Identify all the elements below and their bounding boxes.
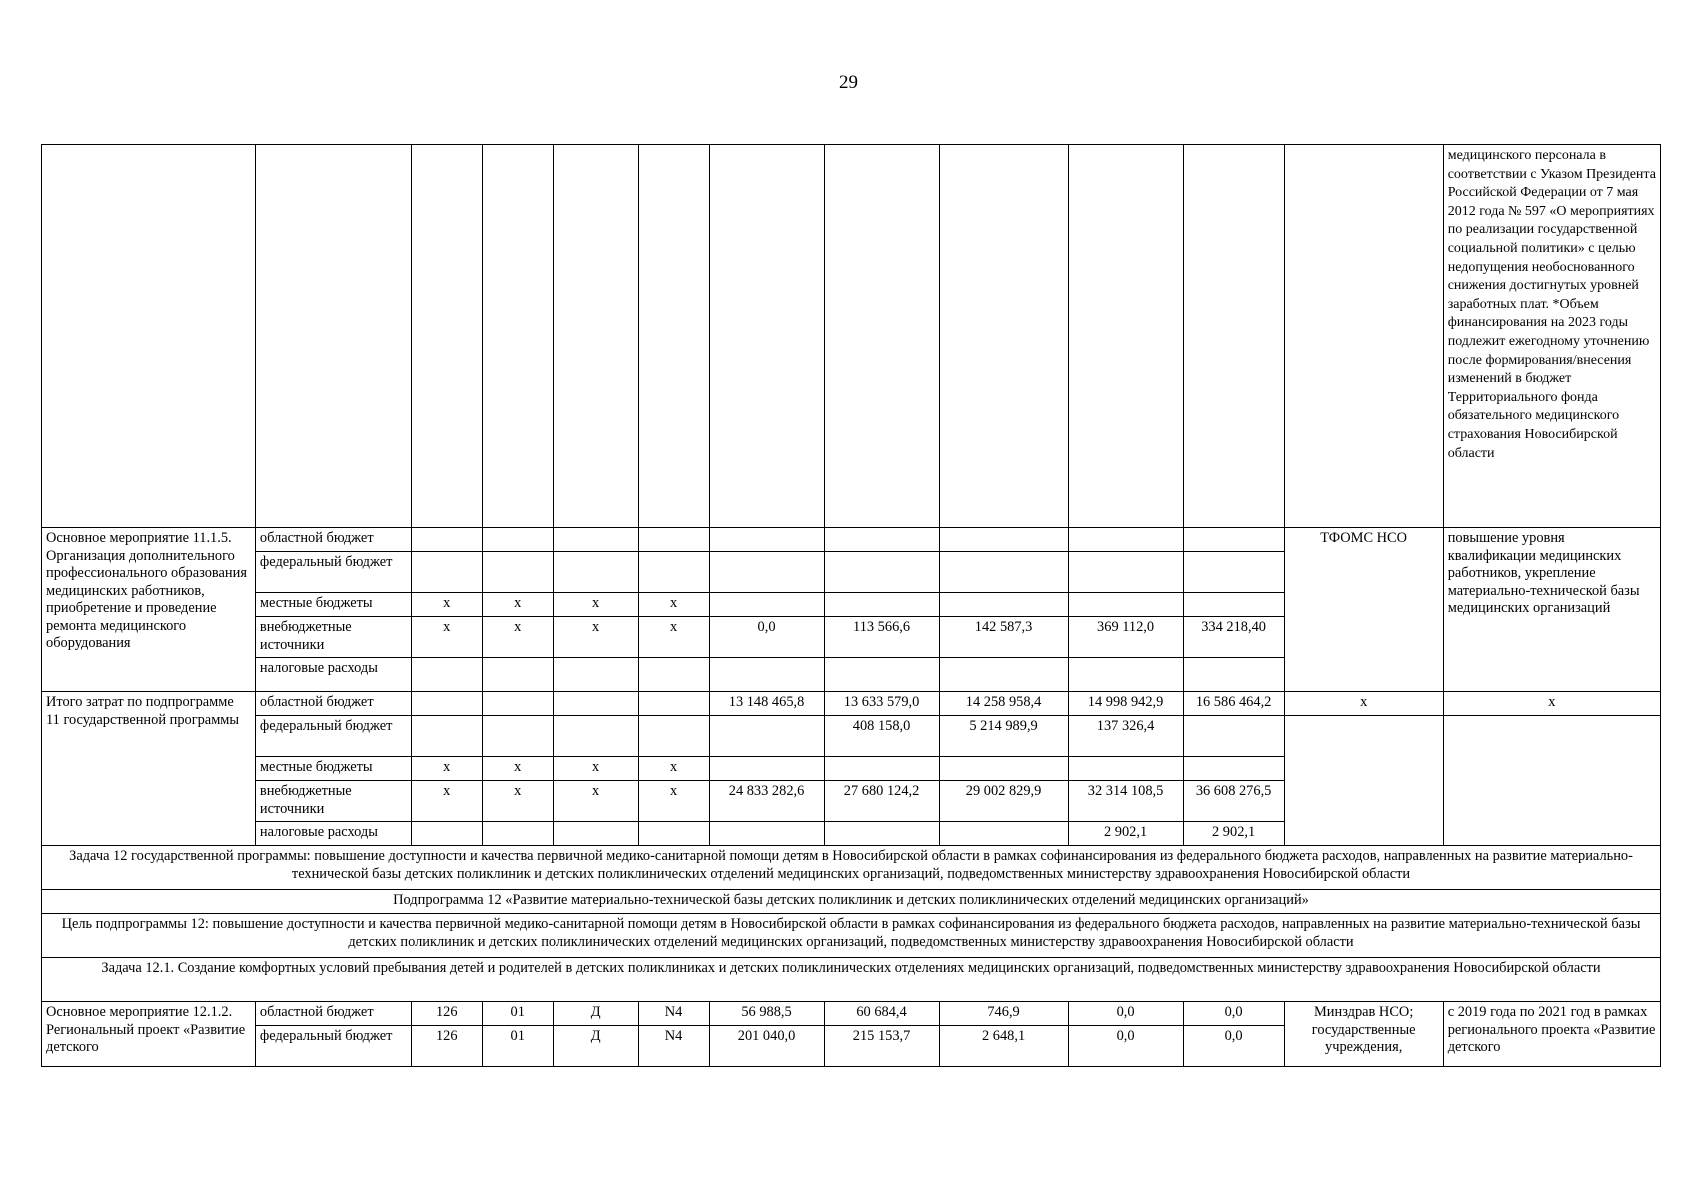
code-cell: Д bbox=[553, 1026, 638, 1067]
code-cell: х bbox=[411, 781, 482, 822]
code-cell: N4 bbox=[638, 1026, 709, 1067]
code-cell: 01 bbox=[482, 1002, 553, 1026]
amount-cell: 32 314 108,5 bbox=[1068, 781, 1183, 822]
table-row bbox=[42, 890, 1661, 914]
task-12-heading: Задача 12 государственной программы: повышение доступности и качества первичной медико-санитарной помощи детям в Новосибирской области в рамках софинансирования из федерального бюджета расходов, направленных на развитие материально-технической базы детских поликлиник и детских поликлинических отделений медицинских организаций, подведомственных министерству здравоохранения Новосибирской области bbox=[42, 846, 1661, 890]
table-row bbox=[42, 528, 1661, 552]
expected-result: с 2019 года по 2021 год в рамках регионального проекта «Развитие детского bbox=[1443, 1002, 1660, 1067]
amount-cell: 16 586 464,2 bbox=[1183, 692, 1284, 716]
amount-cell: 27 680 124,2 bbox=[824, 781, 939, 822]
amount-cell: 13 633 579,0 bbox=[824, 692, 939, 716]
code-cell: х bbox=[482, 781, 553, 822]
expected-result: повышение уровня квалификации медицинских работников, укрепление материально-технической базы медицинских организаций bbox=[1443, 528, 1660, 692]
amount-cell: 215 153,7 bbox=[824, 1026, 939, 1067]
amount-cell: 5 214 989,9 bbox=[939, 716, 1068, 757]
measure-title: Основное мероприятие 12.1.2. Региональный проект «Развитие детского bbox=[42, 1002, 256, 1067]
amount-cell: 60 684,4 bbox=[824, 1002, 939, 1026]
amount-cell: 2 648,1 bbox=[939, 1026, 1068, 1067]
code-cell: х bbox=[411, 617, 482, 658]
executor: Минздрав НСО; государственные учреждения, bbox=[1284, 1002, 1443, 1067]
code-cell: х bbox=[411, 757, 482, 781]
funding-source: местные бюджеты bbox=[255, 757, 411, 781]
result-note: медицинского персонала в соответствии с Указом Президента Российской Федерации от 7 мая 2012 года № 597 «О мероприятиях по реализации государственной социальной политики» с целью недопущения необоснованного снижения достигнутых уровней заработных плат. *Объем финансирования на 2023 годы подлежит ежегодному уточнению после формирования/внесения изменений в бюджет Территориального фонда обязательного медицинского страхования Новосибирской области bbox=[1443, 145, 1660, 528]
funding-source: внебюджетные источники bbox=[255, 781, 411, 822]
amount-cell: 0,0 bbox=[1183, 1026, 1284, 1067]
amount-cell: 0,0 bbox=[1068, 1026, 1183, 1067]
financing-table bbox=[41, 144, 1661, 1067]
code-cell: 126 bbox=[411, 1026, 482, 1067]
amount-cell: 13 148 465,8 bbox=[709, 692, 824, 716]
funding-source: внебюджетные источники bbox=[255, 617, 411, 658]
table-row bbox=[42, 716, 1661, 757]
code-cell: х bbox=[553, 781, 638, 822]
amount-cell: 746,9 bbox=[939, 1002, 1068, 1026]
code-cell: 01 bbox=[482, 1026, 553, 1067]
funding-source: федеральный бюджет bbox=[255, 716, 411, 757]
total-title: Итого затрат по подпрограмме 11 государственной программы bbox=[42, 692, 256, 846]
code-cell: х bbox=[638, 781, 709, 822]
amount-cell: 24 833 282,6 bbox=[709, 781, 824, 822]
amount-cell: 14 258 958,4 bbox=[939, 692, 1068, 716]
code-cell: 126 bbox=[411, 1002, 482, 1026]
page-number: 29 bbox=[839, 72, 858, 93]
amount-cell: 0,0 bbox=[1068, 1002, 1183, 1026]
code-cell: х bbox=[638, 757, 709, 781]
code-cell: х bbox=[553, 593, 638, 617]
funding-source: местные бюджеты bbox=[255, 593, 411, 617]
funding-source: областной бюджет bbox=[255, 692, 411, 716]
table-row bbox=[42, 914, 1661, 958]
table-row bbox=[42, 846, 1661, 890]
measure-title: Основное мероприятие 11.1.5. Организация дополнительного профессионального образования медицинских работников, приобретение и проведение ремонта медицинского оборудования bbox=[42, 528, 256, 692]
code-cell: х bbox=[482, 757, 553, 781]
amount-cell: 36 608 276,5 bbox=[1183, 781, 1284, 822]
amount-cell: 113 566,6 bbox=[824, 617, 939, 658]
funding-source: налоговые расходы bbox=[255, 658, 411, 692]
executor: ТФОМС НСО bbox=[1284, 528, 1443, 692]
code-cell: Д bbox=[553, 1002, 638, 1026]
goal-12-heading: Цель подпрограммы 12: повышение доступности и качества первичной медико-санитарной помощи детям в Новосибирской области в рамках софинансирования из федерального бюджета расходов, направленных на развитие материально-технической базы детских поликлиник и детских поликлинических отделений медицинских организаций, подведомственных министерству здравоохранения Новосибирской области bbox=[42, 914, 1661, 958]
task-12-1-heading: Задача 12.1. Создание комфортных условий пребывания детей и родителей в детских поликлиниках и детских поликлинических отделениях медицинских организаций, подведомственных министерству здравоохранения Новосибирской области bbox=[42, 958, 1661, 1002]
amount-cell: 142 587,3 bbox=[939, 617, 1068, 658]
code-cell: х bbox=[553, 617, 638, 658]
funding-source: федеральный бюджет bbox=[255, 1026, 411, 1067]
amount-cell: 334 218,40 bbox=[1183, 617, 1284, 658]
executor: х bbox=[1284, 692, 1443, 716]
amount-cell: 137 326,4 bbox=[1068, 716, 1183, 757]
code-cell: N4 bbox=[638, 1002, 709, 1026]
code-cell: х bbox=[482, 593, 553, 617]
code-cell: х bbox=[638, 593, 709, 617]
code-cell: х bbox=[638, 617, 709, 658]
table-row bbox=[42, 1002, 1661, 1026]
amount-cell: 0,0 bbox=[1183, 1002, 1284, 1026]
amount-cell: 201 040,0 bbox=[709, 1026, 824, 1067]
code-cell: х bbox=[553, 757, 638, 781]
amount-cell: 408 158,0 bbox=[824, 716, 939, 757]
amount-cell: 0,0 bbox=[709, 617, 824, 658]
funding-source: налоговые расходы bbox=[255, 822, 411, 846]
amount-cell: 2 902,1 bbox=[1183, 822, 1284, 846]
table-row bbox=[42, 958, 1661, 1002]
code-cell: х bbox=[411, 593, 482, 617]
code-cell: х bbox=[482, 617, 553, 658]
funding-source: областной бюджет bbox=[255, 1002, 411, 1026]
expected-result: х bbox=[1443, 692, 1660, 716]
amount-cell: 29 002 829,9 bbox=[939, 781, 1068, 822]
amount-cell: 14 998 942,9 bbox=[1068, 692, 1183, 716]
subprogram-12-heading: Подпрограмма 12 «Развитие материально-технической базы детских поликлиник и детских поликлинических отделений медицинских организаций» bbox=[42, 890, 1661, 914]
amount-cell: 2 902,1 bbox=[1068, 822, 1183, 846]
amount-cell: 56 988,5 bbox=[709, 1002, 824, 1026]
amount-cell: 369 112,0 bbox=[1068, 617, 1183, 658]
continuation-row bbox=[42, 145, 1661, 528]
funding-source: федеральный бюджет bbox=[255, 552, 411, 593]
funding-source: областной бюджет bbox=[255, 528, 411, 552]
table-row bbox=[42, 692, 1661, 716]
